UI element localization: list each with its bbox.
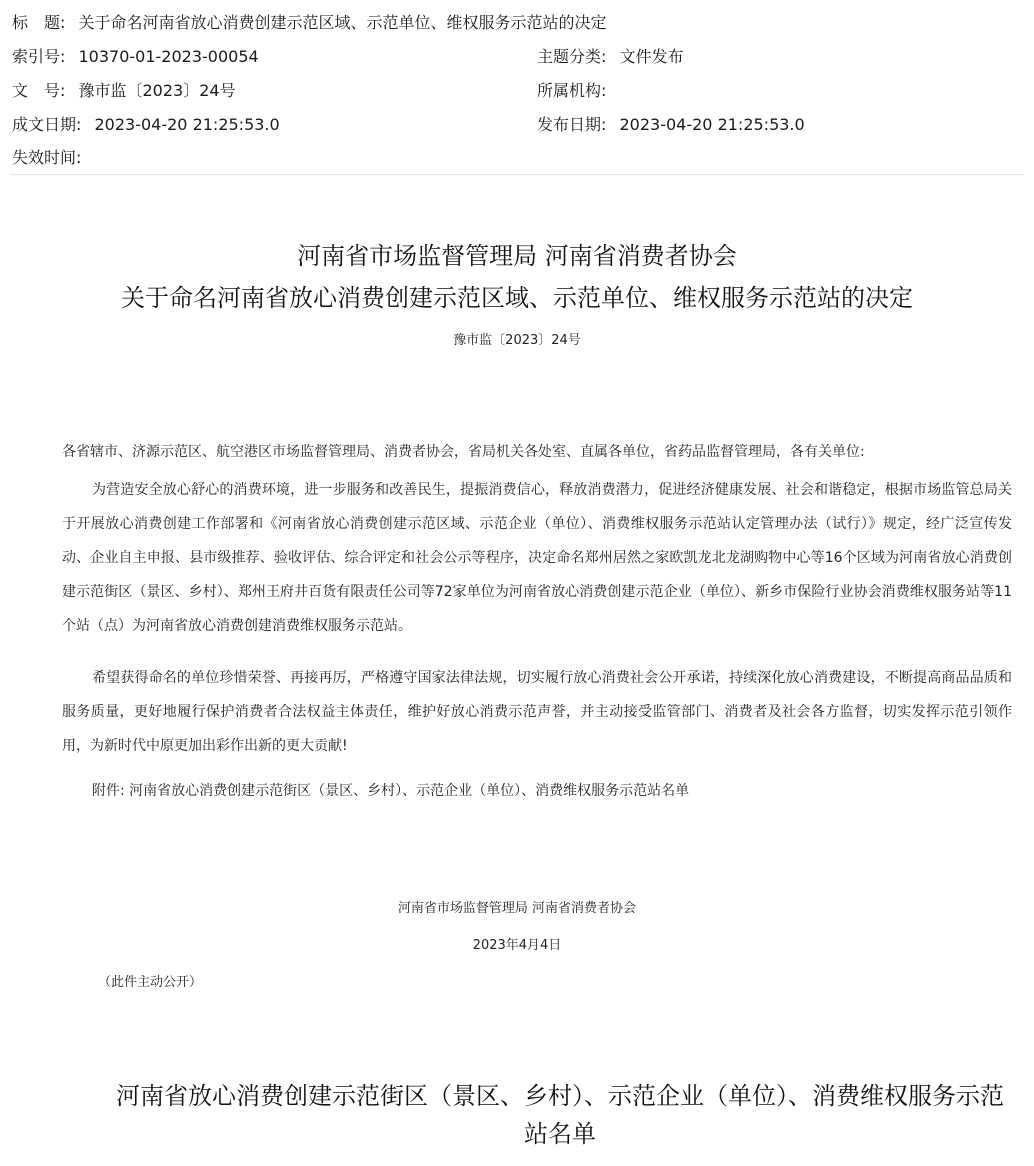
body-paragraph-1: 为营造安全放心舒心的消费环境，进一步服务和改善民生，提振消费信心，释放消费潜力，促进经济健康发展、社会和谐稳定，根据市场监管总局关于开展放心消费创建工作部署和《河南省放心消费创建示范区域、示范企业（单位）、消费维权服务示范站认定管理办法（试行）》规定，经广泛宣传发动、企业自主申报、县市级推荐、验收评估、综合评定和社会公示等程序，决定命名郑州居然之家欧凯龙北龙湖购物中心等16个区域为河南省放心消费创建示范街区（景区、乡村）、郑州王府井百货有限责任公司等72家单位为河南省放心消费创建示范企业（单位）、新乡市保险行业协会消费维权服务站等11个站（点）为河南省放心消费创建消费维权服务示范站。	[62, 482, 1012, 634]
meta-expire-label: 失效时间:	[12, 148, 82, 167]
meta-created-label: 成文日期:	[12, 115, 82, 134]
meta-docno-row	[12, 80, 236, 102]
meta-category-row	[537, 46, 684, 68]
document-title-line1: 河南省市场监督管理局 河南省消费者协会	[297, 242, 737, 270]
meta-created-value: 2023-04-20 21:25:53.0	[94, 115, 280, 134]
meta-docno-value: 豫市监〔2023〕24号	[78, 81, 236, 100]
meta-published-label: 发布日期:	[537, 115, 607, 134]
meta-org-row	[537, 80, 614, 102]
body-paragraph-2: 希望获得命名的单位珍惜荣誉、再接再厉，严格遵守国家法律法规，切实履行放心消费社会公开承诺，持续深化放心消费建设，不断提高商品品质和服务质量，更好地履行保护消费者合法权益主体责任，维护好放心消费示范声誉，并主动接受监管部门、消费者及社会各方监督，切实发挥示范引领作用，为新时代中原更加出彩作出新的更大贡献!	[62, 670, 1012, 754]
meta-category-label: 主题分类:	[537, 47, 607, 66]
meta-org-label: 所属机构:	[537, 81, 607, 100]
meta-divider	[10, 174, 1024, 175]
meta-category-value: 文件发布	[619, 47, 684, 66]
meta-title-label: 标 题:	[12, 13, 66, 32]
document-title-line2: 关于命名河南省放心消费创建示范区域、示范单位、维权服务示范站的决定	[121, 284, 913, 312]
public-note: （此件主动公开）	[98, 975, 203, 990]
meta-published-row	[537, 114, 805, 136]
meta-docno-label: 文 号:	[12, 81, 66, 100]
meta-index-row	[12, 46, 259, 68]
meta-index-label: 索引号:	[12, 47, 66, 66]
meta-index-value: 10370-01-2023-00054	[78, 47, 259, 66]
attachment-line: 附件: 河南省放心消费创建示范街区（景区、乡村）、示范企业（单位）、消费维权服务示范站名单	[92, 783, 690, 799]
issue-date: 2023年4月4日	[472, 938, 562, 953]
meta-title-value: 关于命名河南省放心消费创建示范区域、示范单位、维权服务示范站的决定	[78, 13, 607, 32]
meta-created-row	[12, 114, 280, 136]
meta-published-value: 2023-04-20 21:25:53.0	[619, 115, 805, 134]
issuer: 河南省市场监督管理局 河南省消费者协会	[397, 901, 637, 916]
list-title: 河南省放心消费创建示范街区（景区、乡村）、示范企业（单位）、消费维权服务示范站名单	[116, 1082, 1004, 1148]
meta-expire-row	[12, 147, 89, 169]
meta-title-row	[12, 12, 607, 34]
document-number: 豫市监〔2023〕24号	[453, 333, 581, 348]
salutation: 各省辖市、济源示范区、航空港区市场监督管理局、消费者协会，省局机关各处室、直属各单位，省药品监督管理局，各有关单位:	[62, 444, 865, 460]
